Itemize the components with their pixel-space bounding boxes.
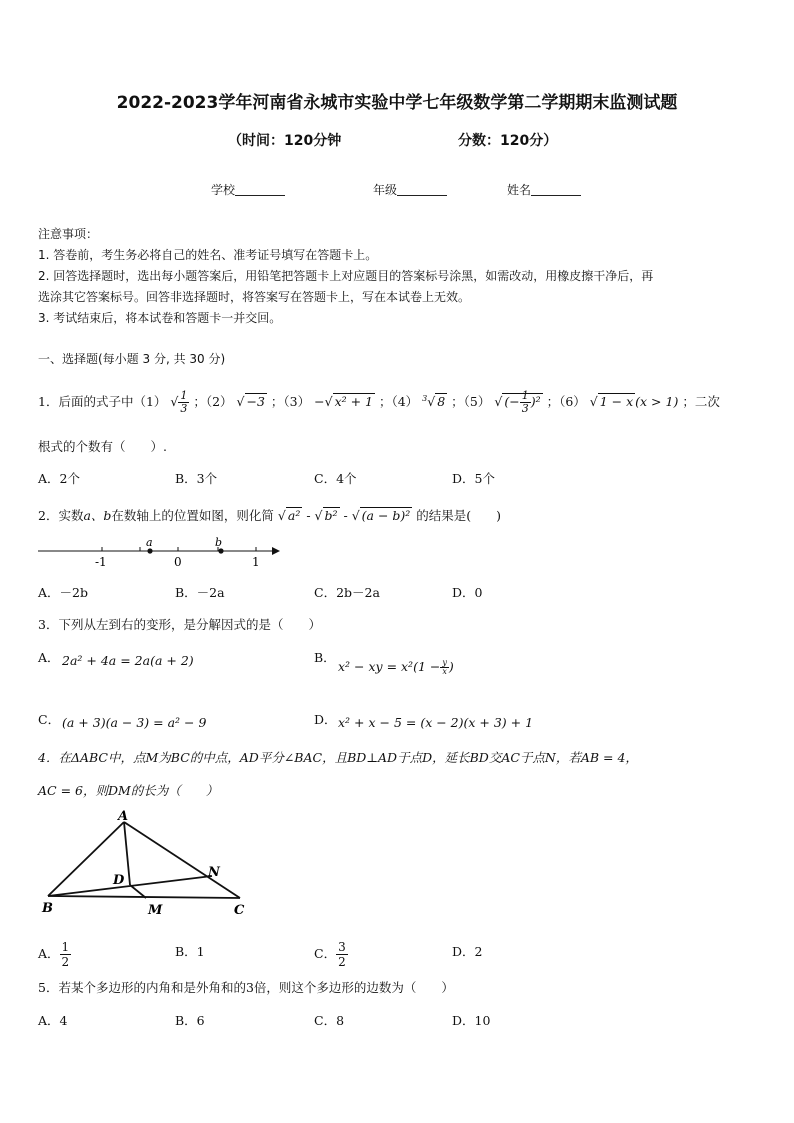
q1-option-a: A．2个 <box>38 471 80 486</box>
q3-option-c: (a + 3)(a − 3) = a² − 9 <box>62 715 207 730</box>
note-3: 3. 考试结束后，将本试卷和答题卡一并交回。 <box>38 311 282 325</box>
question-1: 1．后面的式子中（1） √ $\frac{1}{3}$ ；（2） √ −3 ；（3） −√ x² + 1 ；（4） $^3$√ 8 ；（5） √ (− $\frac{1}{3}$ )² ；（6） √ 1 − x (x > 1) ；二次 <box>38 389 720 415</box>
exam-title: 2022-2023学年河南省永城市实验中学七年级数学第二学期期末监测试题 <box>116 93 678 113</box>
q3-option-d-label: D． <box>314 712 337 727</box>
section-choice-title: 一、选择题(每小题 3 分, 共 30 分) <box>38 352 226 366</box>
q5-option-a: A．4 <box>38 1013 68 1028</box>
side-ac <box>124 822 240 898</box>
name-blank <box>531 183 581 196</box>
grade-blank <box>397 183 447 196</box>
question-2: 2．实数a、b在数轴上的位置如图，则化简 √ a² - √ b² - √ (a − b)² 的结果是( ) <box>38 508 502 523</box>
q1-expr-2: √ −3 <box>236 394 265 409</box>
label-a: a <box>146 536 153 549</box>
q2-option-c: C．2b－2a <box>314 585 380 600</box>
q5-option-c: C．8 <box>314 1013 345 1028</box>
q1-expr-1: √ $\frac{1}{3}$ <box>170 389 188 415</box>
q1-expr-6: √ 1 − x (x > 1) <box>589 394 679 409</box>
q2-expr-1: √ a² <box>277 508 301 523</box>
q1-expr-4: $^3$√ 8 <box>422 393 446 409</box>
q4-option-b: B．1 <box>175 944 205 959</box>
q1-option-d: D．5个 <box>452 471 495 486</box>
number-line-figure <box>36 534 281 572</box>
label-point-n: N <box>208 865 220 880</box>
q3-option-c-label: C． <box>38 712 61 727</box>
q3-option-a-label: A． <box>38 650 60 665</box>
note-2: 2. 回答选择题时，选出每小题答案后，用铅笔把答题卡上对应题目的答案标号涂黑，如需改动，用橡皮擦干净后，再 <box>38 269 654 283</box>
q2-option-d: D．0 <box>452 585 483 600</box>
q3-option-b: x² − xy = x²(1 − $\frac{y}{x}$ ) <box>338 658 454 676</box>
grade-field: 年级 <box>373 181 447 198</box>
exam-time: （时间：120分钟 <box>228 133 342 149</box>
school-field: 学校 <box>211 181 285 198</box>
segment-ad <box>124 822 130 885</box>
q4-option-a: A． $\frac{1}{2}$ <box>38 940 70 969</box>
question-5: 5．若某个多边形的内角和是外角和的3倍，则这个多边形的边数为（ ） <box>38 980 454 995</box>
q5-option-d: D．10 <box>452 1013 491 1028</box>
label-neg1: -1 <box>95 555 107 569</box>
exam-score: 分数：120分） <box>458 133 558 149</box>
point-a <box>147 548 152 553</box>
q1-expr-5: √ (− $\frac{1}{3}$ )² <box>494 389 541 415</box>
q3-option-d: x² + x − 5 = (x − 2)(x + 3) + 1 <box>338 715 534 730</box>
q2-option-a: A．－2b <box>38 585 88 600</box>
q1-option-c: C．4个 <box>314 471 357 486</box>
school-blank <box>235 183 285 196</box>
q2-option-b: B．－2a <box>175 585 225 600</box>
question-4-line2: AC = 6，则DM的长为（ ） <box>38 783 219 798</box>
label-point-b: B <box>42 901 53 916</box>
label-1: 1 <box>252 555 260 569</box>
q4-option-c: C． $\frac{3}{2}$ <box>314 940 346 969</box>
question-4: 4．在ΔABC中，点M为BC的中点，AD平分∠BAC，且BD⊥AD于点D，延长BD交AC于点N，若AB = 4， <box>38 750 638 765</box>
label-point-d: D <box>113 873 125 888</box>
question-1-line2: 根式的个数有（ ）. <box>38 439 167 454</box>
point-b <box>218 548 223 553</box>
question-3: 3．下列从左到右的变形，是分解因式的是（ ） <box>38 617 321 632</box>
number-line-arrow <box>272 547 280 555</box>
q5-option-b: B．6 <box>175 1013 205 1028</box>
note-2-cont: 选涂其它答案标号。回答非选择题时，将答案写在答题卡上，写在本试卷上无效。 <box>38 290 471 304</box>
name-field: 姓名 <box>507 181 581 198</box>
notes-title: 注意事项： <box>38 227 99 241</box>
triangle-figure <box>36 808 256 920</box>
note-1: 1. 答卷前，考生务必将自己的姓名、准考证号填写在答题卡上。 <box>38 248 378 262</box>
label-point-a: A <box>118 809 129 824</box>
q1-expr-3: −√ x² + 1 <box>314 394 373 409</box>
label-b: b <box>215 536 223 549</box>
q3-option-b-label: B． <box>314 650 336 665</box>
label-point-c: C <box>234 903 245 918</box>
q2-expr-2: √ b² <box>314 508 338 523</box>
q2-expr-3: √ (a − b)² <box>351 508 411 523</box>
q4-option-d: D．2 <box>452 944 483 959</box>
q1-option-b: B．3个 <box>175 471 218 486</box>
label-0: 0 <box>174 555 182 569</box>
label-point-m: M <box>148 903 163 918</box>
q3-option-a: 2a² + 4a = 2a(a + 2) <box>62 653 194 668</box>
